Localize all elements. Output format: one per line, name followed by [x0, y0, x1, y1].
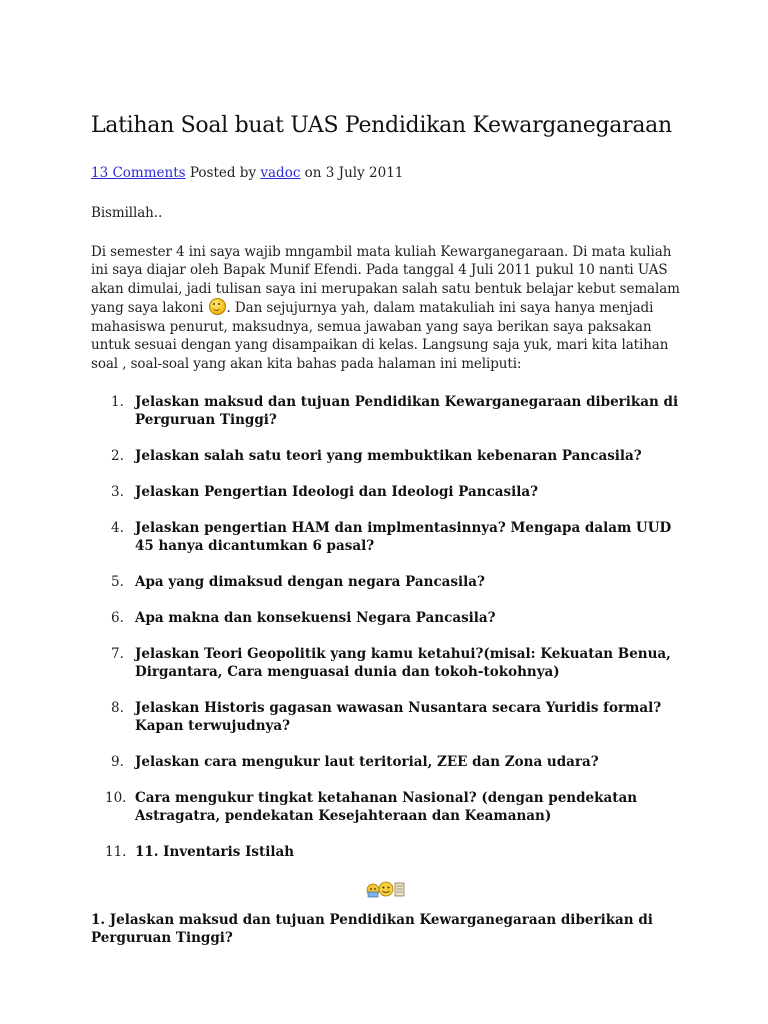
question-text: Apa yang dimaksud dengan negara Pancasila? [135, 574, 485, 590]
question-number: 9. [111, 754, 124, 770]
post-title: Latihan Soal buat UAS Pendidikan Kewarganegaraan [91, 113, 672, 138]
question-list [91, 393, 681, 861]
intro-text-part1: Di semester 4 ini saya wajib mngambil mata kuliah Kewarganegaraan. Di mata kuliah ini saya diajar oleh Bapak Munif Efendi. Pada tanggal 4 Juli 2011 pukul 10 nanti UAS akan dimulai, jadi tulisan saya ini merupakan salah satu bentuk belajar kebut semalam yang saya lakoni [91, 243, 680, 316]
question-item [91, 699, 681, 735]
question-number: 5. [111, 574, 124, 590]
comments-link[interactable]: 13 Comments [91, 165, 186, 181]
question-number: 1. [111, 394, 124, 410]
question-text: Jelaskan salah satu teori yang membuktikan kebenaran Pancasila? [135, 448, 642, 464]
question-number: 3. [111, 484, 124, 500]
question-text: Cara mengukur tingkat ketahanan Nasional? (dengan pendekatan Astragatra, pendekatan Kesejahteraan dan Keamanan) [135, 790, 638, 824]
post-meta [91, 164, 681, 182]
question-number: 8. [111, 700, 124, 716]
question-text: Jelaskan Historis gagasan wawasan Nusantara secara Yuridis formal? Kapan terwujudnya? [135, 700, 662, 734]
question-number: 10. [105, 790, 127, 806]
post-date: on 3 July 2011 [300, 165, 404, 181]
greeting: Bismillah.. [91, 205, 163, 221]
question-text: Jelaskan maksud dan tujuan Pendidikan Kewarganegaraan diberikan di Perguruan Tinggi? [135, 394, 679, 428]
answer-heading: 1. Jelaskan maksud dan tujuan Pendidikan Kewarganegaraan diberikan di Perguruan Tinggi? [91, 912, 653, 946]
question-item [91, 753, 681, 771]
question-number: 2. [111, 448, 124, 464]
question-item [91, 447, 681, 465]
question-number: 6. [111, 610, 124, 626]
question-item [91, 573, 681, 591]
question-text: Jelaskan pengertian HAM dan implmentasinnya? Mengapa dalam UUD 45 hanya dicantumkan 6 pasal? [135, 520, 672, 554]
intro-text-part2: . Dan sejujurnya yah, dalam matakuliah ini saya hanya menjadi mahasiswa penurut, maksudnya, semua jawaban yang saya berikan saya paksakan untuk sesuai dengan yang disampaikan di kelas. Langsung saja yuk, mari kita latihan soal , soal-soal yang akan kita bahas pada halaman ini meliputi: [91, 300, 669, 372]
question-text: Apa makna dan konsekuensi Negara Pancasila? [135, 610, 496, 626]
question-item [91, 393, 681, 429]
intro-paragraph [91, 243, 681, 374]
question-text: Jelaskan Teori Geopolitik yang kamu ketahui?(misal: Kekuatan Benua, Dirgantara, Cara menguasai dunia dan tokoh-tokohnya) [135, 646, 671, 680]
question-item [91, 483, 681, 501]
author-link[interactable]: vadoc [260, 165, 301, 181]
posted-by-label: Posted by [185, 165, 261, 181]
question-item [91, 609, 681, 627]
question-number: 4. [111, 520, 124, 536]
reading-emoticons-icon [366, 879, 406, 899]
question-number: 11. [105, 844, 127, 860]
question-item [91, 519, 681, 555]
question-text: Jelaskan Pengertian Ideologi dan Ideologi Pancasila? [135, 484, 539, 500]
question-text: 11. Inventaris Istilah [135, 844, 295, 860]
question-item [91, 645, 681, 681]
divider-image-row [91, 879, 681, 901]
question-number: 7. [111, 646, 124, 662]
smiley-wink-icon [209, 298, 226, 315]
question-text: Jelaskan cara mengukur laut teritorial, ZEE dan Zona udara? [135, 754, 599, 770]
question-item [91, 789, 681, 825]
question-item [91, 843, 681, 861]
blog-post [91, 112, 681, 947]
